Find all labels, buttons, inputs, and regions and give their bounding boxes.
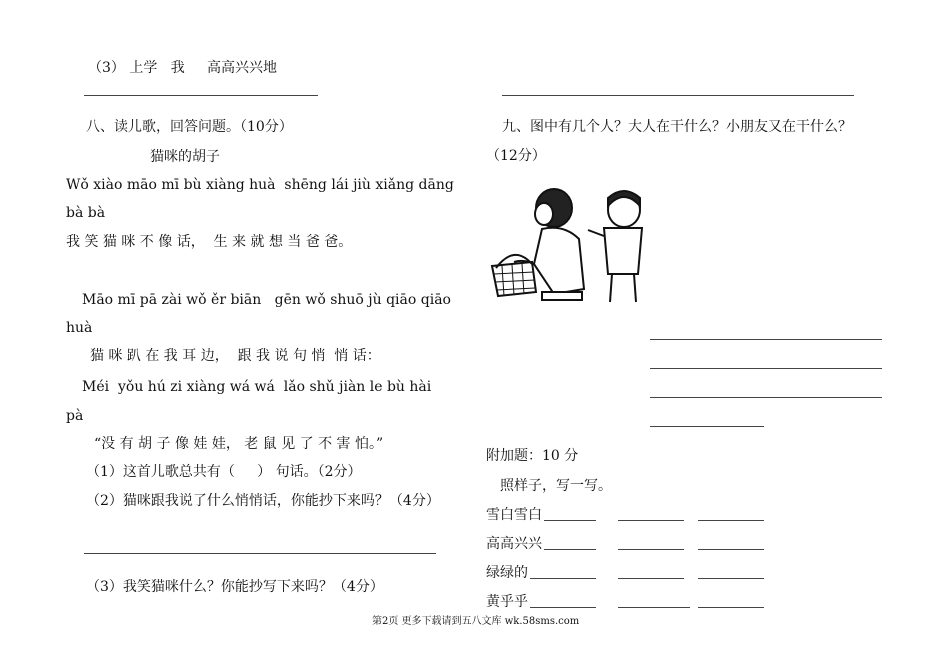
answer-blank — [618, 549, 684, 550]
answer-line — [650, 339, 882, 340]
poem-pinyin-line-2-cont: huà — [66, 320, 93, 336]
answer-blank — [698, 549, 764, 550]
question-3: （3）我笑猫咪什么？你能抄写下来吗？（4分） — [86, 579, 384, 595]
illustration-adult-and-child — [484, 184, 654, 309]
answer-line — [650, 397, 882, 398]
example-word-4: 黄乎乎 — [486, 594, 528, 610]
answer-line — [502, 95, 854, 96]
answer-blank — [544, 549, 596, 550]
question-1: （1）这首儿歌总共有（ ） 句话。（2分） — [86, 464, 362, 480]
poem-pinyin-line-1: Wǒ xiào māo mī bù xiàng huà shēng lái jiù xiǎng dāng — [66, 177, 454, 193]
answer-blank — [698, 607, 764, 608]
section-8-title: 八、读儿歌，回答问题。（10分） — [86, 119, 293, 135]
question-2: （2）猫咪跟我说了什么悄悄话，你能抄下来吗？（4分） — [86, 493, 440, 509]
question-3-words: （3） 上学 我 高高兴兴地 — [88, 60, 277, 76]
answer-blank — [530, 578, 596, 579]
answer-blank — [618, 578, 684, 579]
answer-blank — [698, 578, 764, 579]
answer-line — [84, 553, 436, 554]
answer-blank — [544, 520, 596, 521]
poem-chars-line-3: “没 有 胡 子 像 娃 娃， 老 鼠 见 了 不 害 怕。” — [94, 436, 384, 452]
page-footer: 第2页 更多下载请到五八文库 wk.58sms.com — [372, 616, 580, 627]
answer-line — [84, 95, 318, 96]
answer-blank — [530, 607, 596, 608]
poem-chars-line-1: 我 笑 猫 咪 不 像 话， 生 来 就 想 当 爸 爸。 — [66, 234, 353, 250]
answer-line — [650, 426, 764, 427]
answer-line — [650, 368, 882, 369]
bonus-instruction: 照样子，写一写。 — [500, 478, 612, 494]
poem-chars-line-2: 猫 咪 趴 在 我 耳 边， 跟 我 说 句 悄 悄 话： — [90, 348, 381, 364]
poem-pinyin-line-3: Méi yǒu hú zi xiàng wá wá lǎo shǔ jiàn le bù hài — [82, 379, 432, 395]
bonus-title: 附加题：10 分 — [486, 448, 579, 464]
answer-blank — [698, 520, 764, 521]
poem-pinyin-line-2: Māo mī pā zài wǒ ěr biān gēn wǒ shuō jù qiāo qiāo — [82, 292, 451, 308]
section-9-points: （12分） — [486, 148, 546, 164]
section-9-title: 九、图中有几个人？大人在干什么？小朋友又在干什么？ — [502, 119, 852, 135]
example-word-2: 高高兴兴 — [486, 536, 542, 552]
example-word-3: 绿绿的 — [486, 565, 528, 581]
poem-pinyin-line-3-cont: pà — [66, 408, 84, 424]
poem-pinyin-line-1-cont: bà bà — [66, 205, 106, 221]
poem-title: 猫咪的胡子 — [150, 149, 220, 165]
example-word-1: 雪白雪白 — [486, 507, 542, 523]
answer-blank — [618, 607, 690, 608]
answer-blank — [618, 520, 684, 521]
